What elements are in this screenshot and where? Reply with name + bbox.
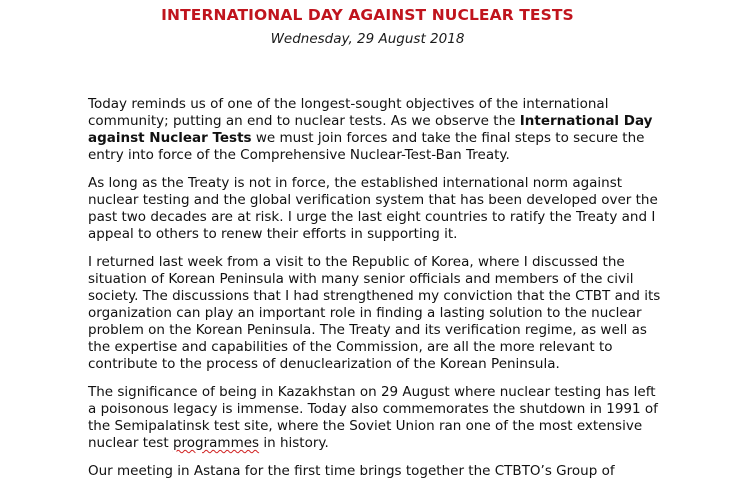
text-run: entry into force of the Comprehensive Nuclear-Test-Ban Treaty. <box>88 146 510 163</box>
document-date: Wednesday, 29 August 2018 <box>270 31 465 47</box>
paragraph-4 <box>88 384 658 452</box>
paragraph-line: situation of Korean Peninsula with many senior officials and members of the civil <box>88 271 634 288</box>
paragraph-line: a poisonous legacy is immense. Today also commemorates the shutdown in 1991 of <box>88 401 658 417</box>
paragraph-line: problem on the Korean Peninsula. The Treaty and its verification regime, as well as <box>88 321 647 338</box>
document-title: INTERNATIONAL DAY AGAINST NUCLEAR TESTS <box>161 6 574 24</box>
paragraph-line <box>88 147 648 164</box>
paragraph-line: the Semipalatinsk test site, where the Soviet Union ran one of the most extensive <box>88 417 643 434</box>
paragraph-line <box>88 96 648 113</box>
document-body <box>88 96 661 490</box>
paragraph-3 <box>88 254 661 372</box>
paragraph-line: the expertise and capabilities of the Commission, are all the more relevant to <box>88 338 613 355</box>
paragraph-line: I returned last week from a visit to the Republic of Korea, where I discussed the <box>88 254 625 271</box>
text-run: we must join forces and take the final steps to secure the <box>251 129 645 146</box>
paragraph-2 <box>88 175 658 243</box>
text-run: Today reminds us of one of the longest-sought objectives of the international <box>88 96 609 112</box>
paragraph-line <box>88 435 648 452</box>
spellcheck-flagged-word[interactable]: programmes <box>172 434 260 451</box>
paragraph-line: contribute to the process of denuclearization of the Korean Peninsula. <box>88 355 560 372</box>
paragraph-line: past two decades are at risk. I urge the last eight countries to ratify the Treaty and I <box>88 208 656 225</box>
paragraph-line <box>88 130 648 147</box>
paragraph-line: appeal to others to renew their efforts in supporting it. <box>88 225 458 242</box>
paragraph-line: The significance of being in Kazakhstan on 29 August where nuclear testing has left <box>88 384 656 401</box>
text-run: in history. <box>259 434 329 451</box>
text-run: community; putting an end to nuclear tests. As we observe the <box>88 112 520 129</box>
paragraph-line: organization can play an important role in finding a lasting solution to the nuclear <box>88 304 642 321</box>
paragraph-line: society. The discussions that I had strengthened my conviction that the CTBT and its <box>88 288 661 305</box>
paragraph-1 <box>88 96 653 164</box>
paragraph-5 <box>88 463 648 480</box>
emphasis-against-nuclear-tests: against Nuclear Tests <box>88 129 252 146</box>
emphasis-international-day: International Day <box>519 112 653 129</box>
paragraph-line: Our meeting in Astana for the first time brings together the CTBTO’s Group of <box>88 463 615 480</box>
paragraph-line: nuclear testing and the global verification system that has been developed over the <box>88 192 658 209</box>
text-run: nuclear test <box>88 434 173 451</box>
paragraph-line: As long as the Treaty is not in force, the established international norm against <box>88 175 623 192</box>
paragraph-line <box>88 112 653 130</box>
